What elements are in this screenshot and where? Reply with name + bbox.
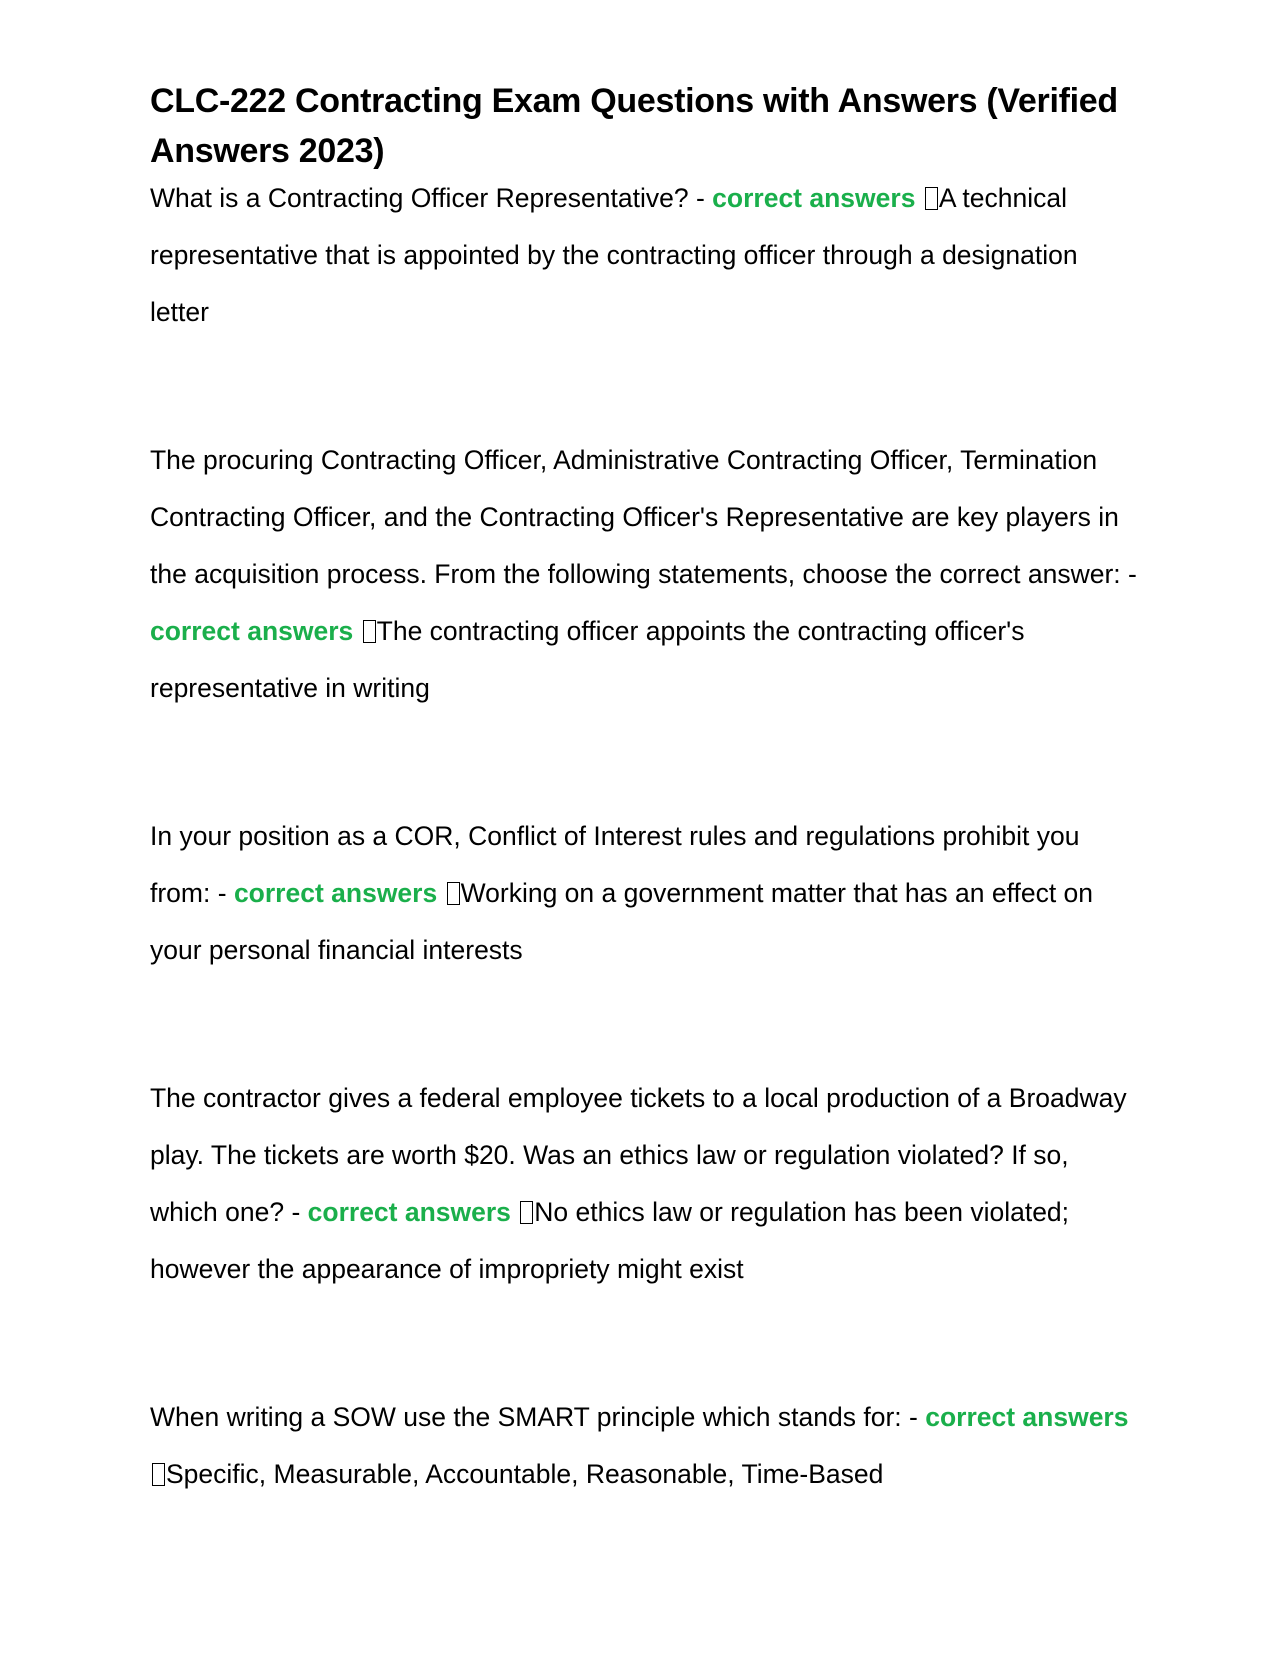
qa-item (150, 1389, 1140, 1503)
missing-glyph-box-icon (520, 1201, 533, 1224)
answer-text: A technical representative that is appointed by the contracting officer through a designation letter (150, 183, 1078, 327)
correct-answers-label: correct answers (150, 616, 354, 646)
question-text: The contractor gives a federal employee tickets to a local production of a Broadway play. The tickets are worth $20. Was an ethics law or regulation violated? If so, which one? (150, 1083, 1127, 1227)
question-text: What is a Contracting Officer Representative? (150, 183, 689, 213)
question-text: The procuring Contracting Officer, Administrative Contracting Officer, Termination Contracting Officer, and the Contracting Officer's Representative are key players in the acquisition process. From the following statements, choose the correct answer: (150, 445, 1121, 589)
answer-text: Specific, Measurable, Accountable, Reasonable, Time-Based (166, 1459, 884, 1489)
correct-answers-label: correct answers (233, 878, 438, 908)
missing-glyph-box-icon (925, 187, 938, 210)
qa-item (150, 808, 1140, 979)
answer-text: The contracting officer appoints the contracting officer's representative in writing (150, 616, 1025, 703)
document-title: CLC-222 Contracting Exam Questions with Answers (Verified Answers 2023) (150, 82, 1118, 170)
missing-glyph-box-icon (447, 882, 460, 905)
separator: - (688, 183, 713, 213)
qa-item (150, 1070, 1140, 1298)
separator: - (1120, 559, 1137, 589)
answer-text: No ethics law or regulation has been violated; however the appearance of impropriety might exist (150, 1197, 1070, 1284)
separator: - (210, 878, 234, 908)
question-text: In your position as a COR, Conflict of Interest rules and regulations prohibit you from: (150, 821, 1080, 908)
missing-glyph-box-icon (363, 620, 376, 643)
document-page (150, 76, 1140, 1503)
correct-answers-label: correct answers (307, 1197, 511, 1227)
separator: - (901, 1402, 926, 1432)
answer-text: Working on a government matter that has an effect on your personal financial interests (150, 878, 1094, 965)
missing-glyph-box-icon (152, 1463, 165, 1486)
correct-answers-label: correct answers (925, 1402, 1129, 1432)
question-text: When writing a SOW use the SMART principle which stands for: (150, 1402, 902, 1432)
qa-item (150, 432, 1140, 717)
correct-answers-label: correct answers (712, 183, 916, 213)
separator: - (284, 1197, 308, 1227)
qa-item (150, 170, 1140, 341)
